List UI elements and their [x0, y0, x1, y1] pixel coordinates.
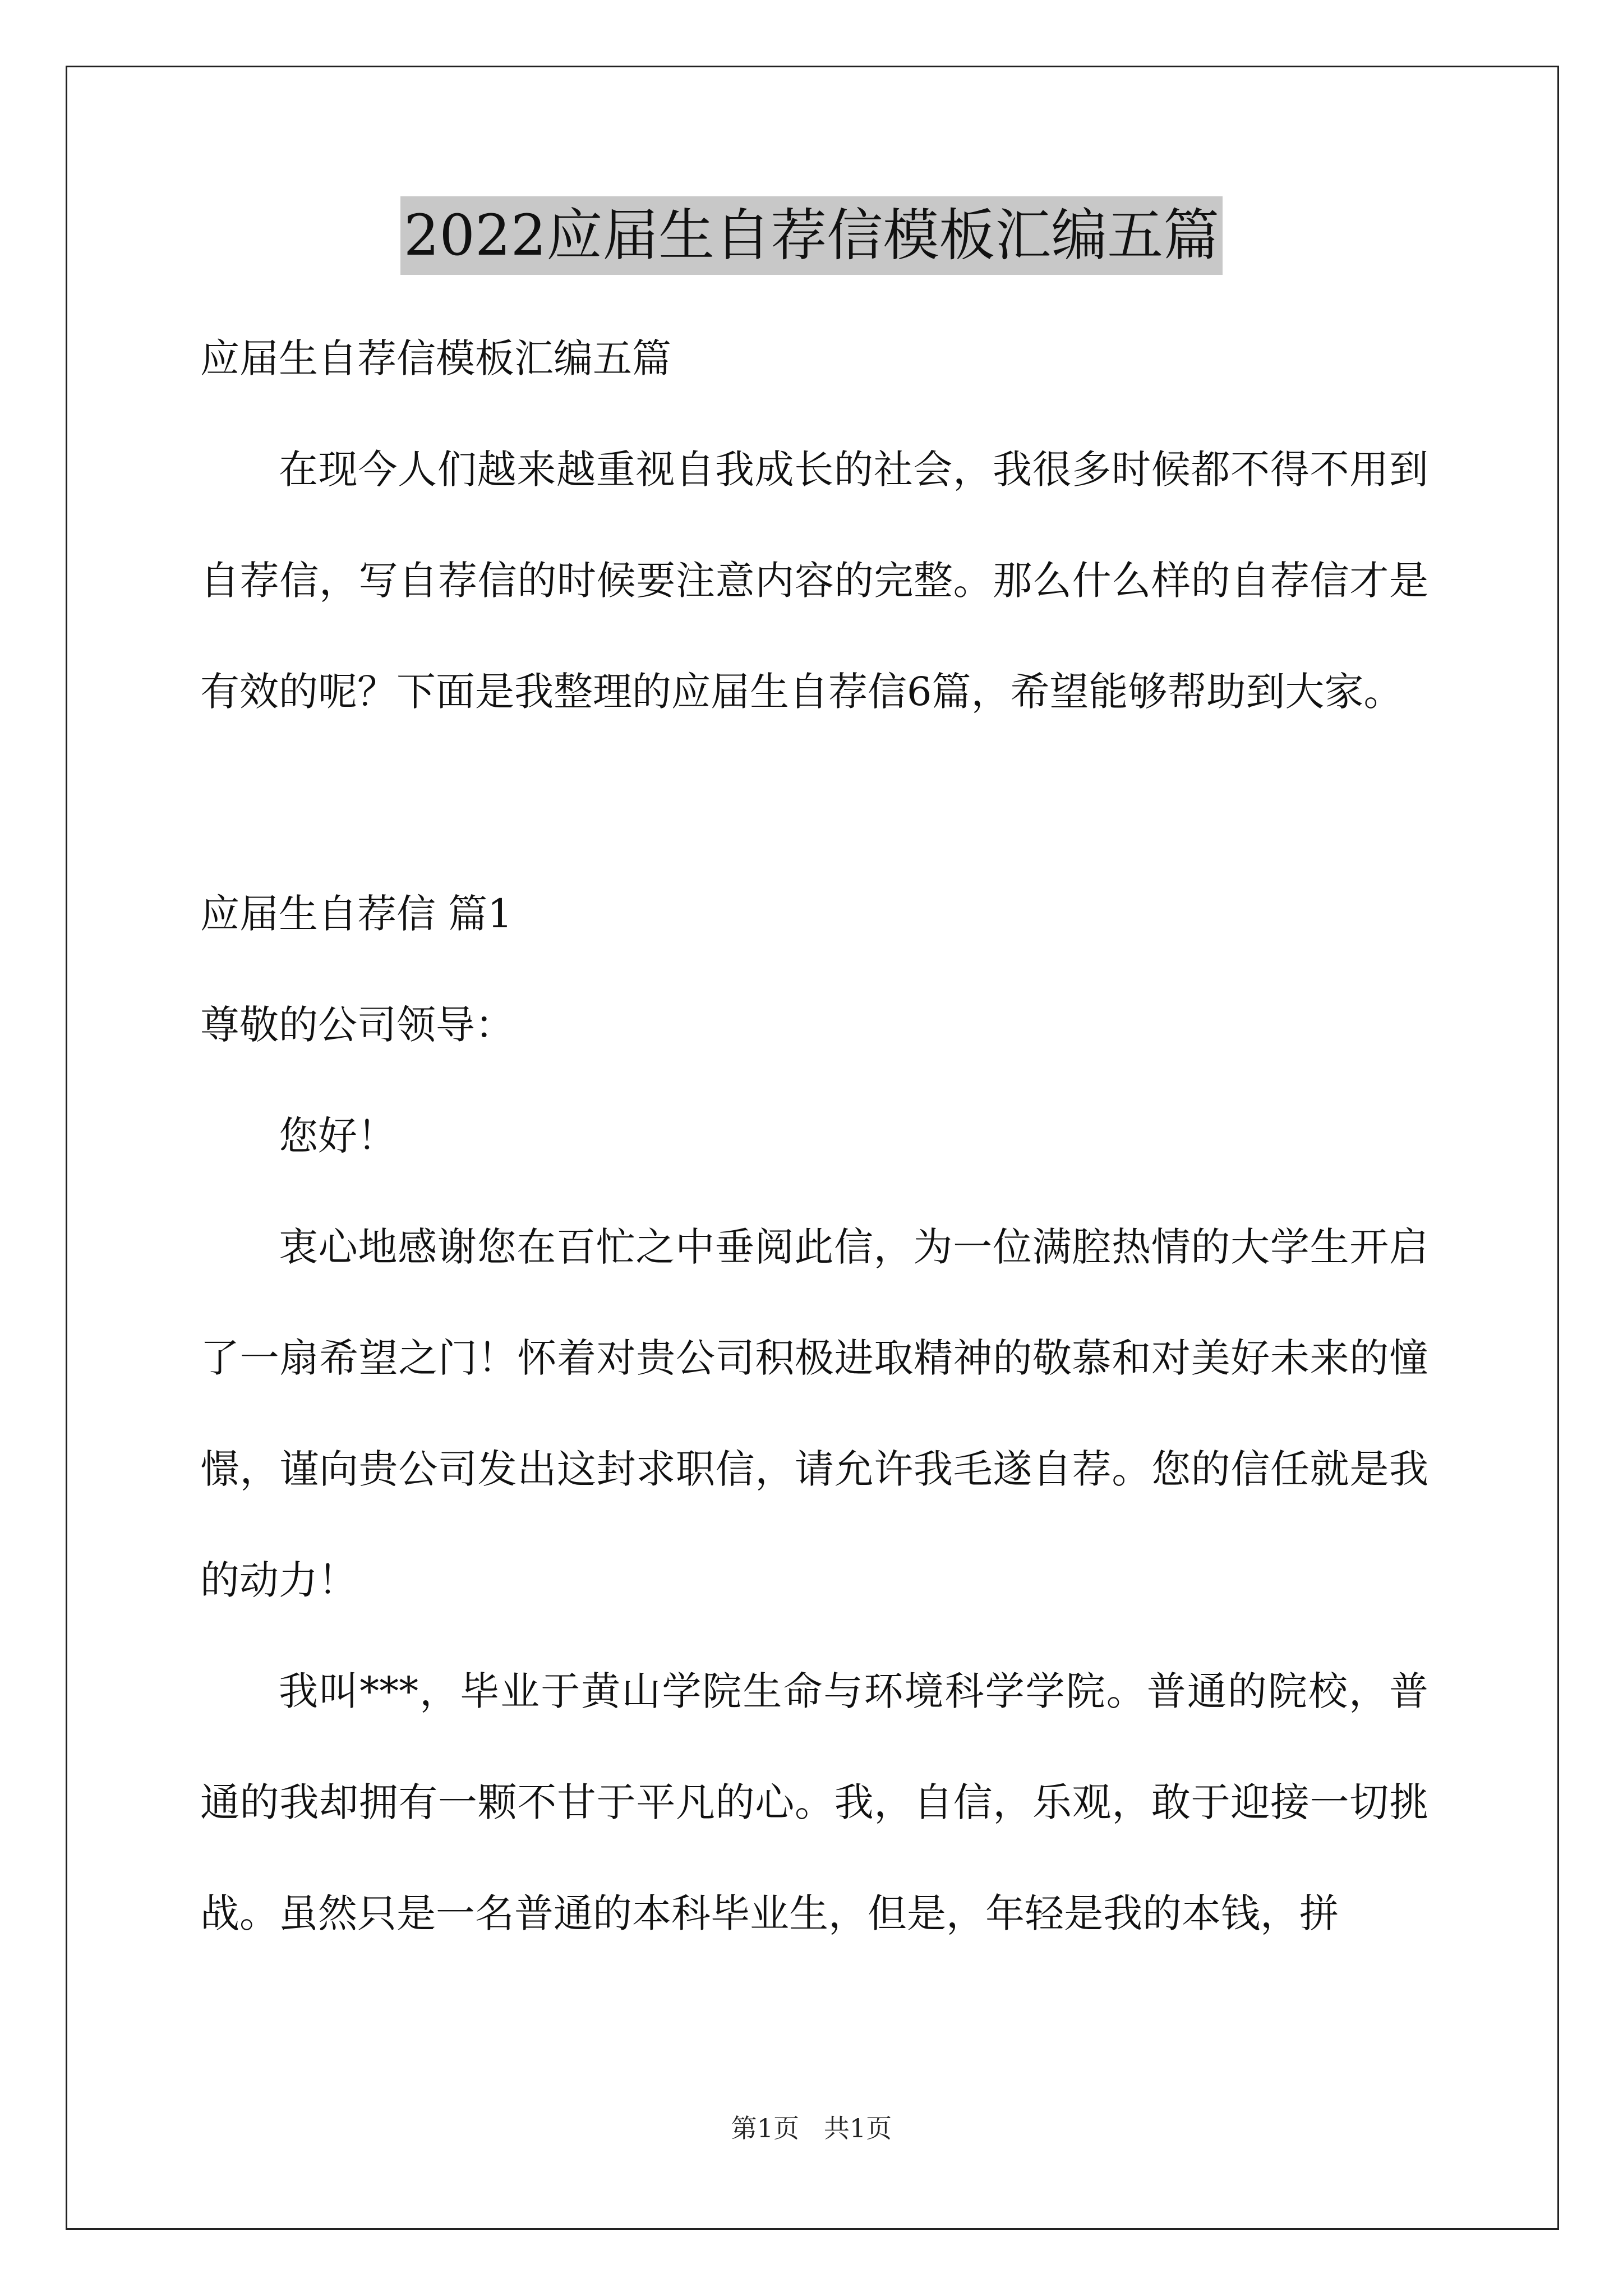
- spacer: [200, 747, 1428, 858]
- section-heading: 应届生自荐信 篇1: [200, 891, 513, 937]
- body-paragraph-2: 我叫***，毕业于黄山学院生命与环境科学学院。普通的院校，普通的我却拥有一颗不甘于平凡的心。我，自信，乐观，敢于迎接一切挑战。虽然只是一名普通的本科毕业生，但是，年轻是我的本钱，拼: [200, 1668, 1428, 1936]
- title-container: [0, 196, 1623, 275]
- page-title: 2022应届生自荐信模板汇编五篇: [400, 196, 1223, 275]
- body-paragraph-1: 衷心地感谢您在百忙之中垂阅此信，为一位满腔热情的大学生开启了一扇希望之门！怀着对贵公司积极进取精神的敬慕和对美好未来的憧憬，谨向贵公司发出这封求职信，请允许我毛遂自荐。您的信任就是我的动力！: [200, 1224, 1428, 1603]
- document-body: [200, 303, 1428, 1969]
- greeting: 您好！: [279, 1113, 396, 1159]
- intro-paragraph: 在现今人们越来越重视自我成长的社会，我很多时候都不得不用到自荐信，写自荐信的时候要注意内容的完整。那么什么样的自荐信才是有效的呢？下面是我整理的应届生自荐信6篇，希望能够帮助到大家。: [200, 447, 1428, 715]
- salutation: 尊敬的公司领导：: [200, 1002, 514, 1048]
- page-footer: 第1页 共1页: [731, 2113, 892, 2143]
- subtitle: 应届生自荐信模板汇编五篇: [200, 335, 671, 381]
